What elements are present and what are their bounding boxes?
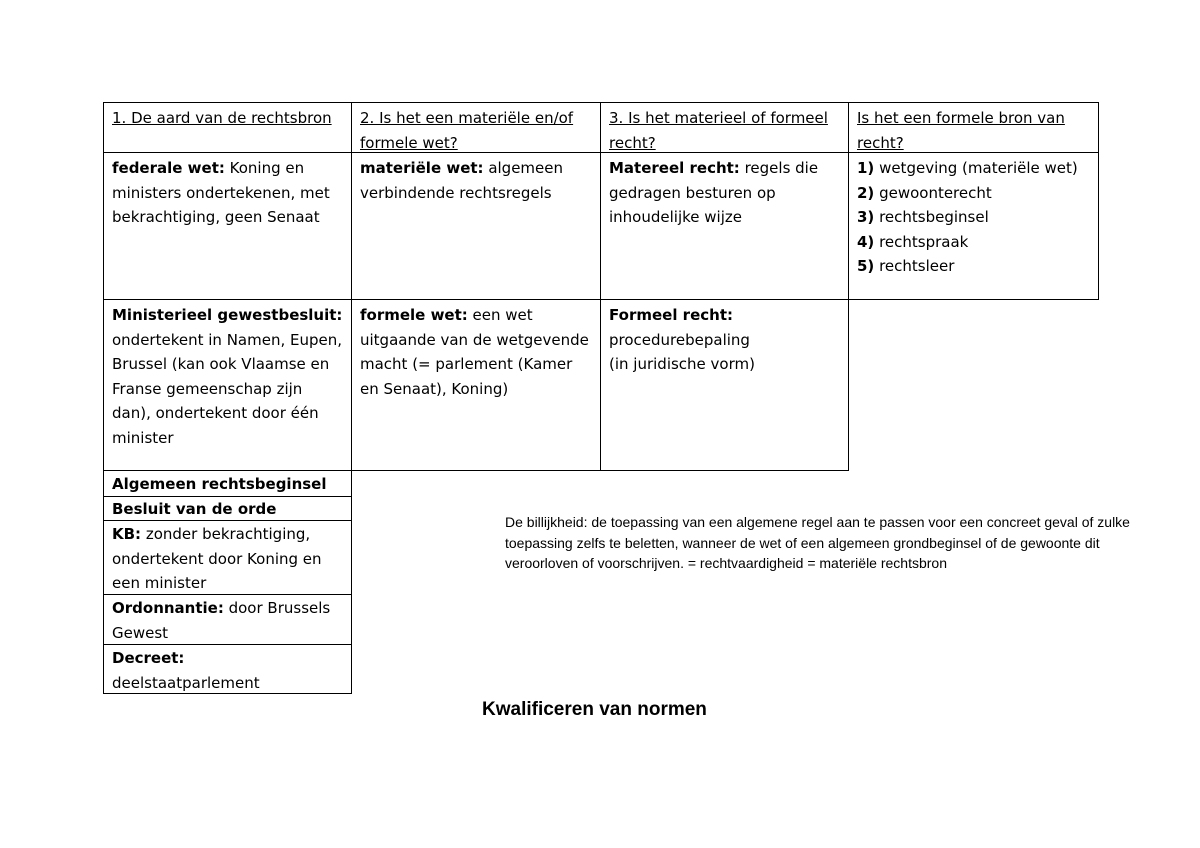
list-item: [857, 205, 1090, 230]
cell-formele-wet: [351, 299, 601, 471]
list-text: rechtsbeginsel: [874, 208, 989, 226]
list-item: [857, 254, 1090, 279]
term-algemeen-rechtsbeginsel: Algemeen rechtsbeginsel: [112, 475, 327, 493]
header-formele-bron: [848, 102, 1099, 153]
cell-ministerieel-gewestbesluit: [103, 299, 352, 471]
desc-kb: zonder bekrachtiging, ondertekent door Koning en een minister: [112, 525, 322, 592]
desc-matereel-recht: regels die gedragen besturen op inhoudelijke wijze: [609, 159, 819, 226]
desc-ministerieel-gewestbesluit: ondertekent in Namen, Eupen, Brussel (kan ook Vlaamse en Franse gemeenschap zijn dan), ondertekent door één minister: [112, 330, 342, 447]
header-aard-text: 1. De aard van de rechtsbron: [112, 109, 332, 127]
list-text: rechtspraak: [874, 232, 969, 251]
list-number: 4): [857, 232, 875, 251]
term-formele-wet: formele wet:: [360, 306, 468, 324]
billijkheid-note: De billijkheid: de toepassing van een algemene regel aan te passen voor een concreet geval of zulke toepassing zelfs te beletten, wanneer de wet of een algemeen grondbeginsel of de gewoonte dit veroorloven of voorschrijven. = rechtvaardigheid = materiële rechtsbron: [505, 514, 1130, 571]
list-text: rechtsleer: [874, 257, 955, 275]
list-item: [857, 156, 1090, 181]
term-decreet: Decreet:: [112, 649, 185, 667]
term-ordonnantie: Ordonnantie:: [112, 599, 224, 617]
header-recht-text: 3. Is het materieel of formeel recht?: [609, 109, 828, 152]
desc-formeel-recht: procedurebepaling (in juridische vorm): [609, 330, 755, 373]
header-aard: [103, 102, 352, 153]
term-ministerieel-gewestbesluit: Ministerieel gewestbesluit:: [112, 306, 343, 324]
header-materieel-formeel-recht: [600, 102, 849, 153]
list-number: 3): [857, 208, 875, 226]
desc-materiele-wet: algemeen verbindende rechtsregels: [360, 159, 563, 202]
term-formeel-recht: Formeel recht:: [609, 306, 733, 324]
desc-ordonnantie: door Brussels Gewest: [112, 599, 331, 642]
cell-decreet: [103, 644, 352, 694]
list-item: [857, 181, 1090, 206]
cell-algemeen-rechtsbeginsel: [103, 470, 352, 497]
page-title: Kwalificeren van normen: [482, 699, 707, 720]
cell-matereel-recht: [600, 152, 849, 300]
term-federale-wet: federale wet:: [112, 159, 225, 177]
cell-kb: [103, 520, 352, 595]
list-text: gewoonterecht: [874, 183, 992, 202]
list-number: 1): [857, 159, 875, 177]
cell-federale-wet: [103, 152, 352, 300]
header-wet-text: 2. Is het een materiële en/of formele wet?: [360, 109, 574, 152]
cell-formele-bronnen: [848, 152, 1099, 300]
term-kb: KB:: [112, 525, 142, 543]
list-item: [857, 230, 1090, 255]
cell-formeel-recht: [600, 299, 849, 471]
list-text: wetgeving (materiële wet): [874, 159, 1078, 177]
desc-federale-wet: Koning en ministers ondertekenen, met bekrachtiging, geen Senaat: [112, 159, 330, 226]
cell-materiele-wet: [351, 152, 601, 300]
desc-formele-wet: een wet uitgaande van de wetgevende macht (= parlement (Kamer en Senaat), Koning): [360, 306, 589, 398]
list-number: 5): [857, 257, 875, 275]
cell-besluit-van-de-orde: [103, 496, 352, 521]
term-materiele-wet: materiële wet:: [360, 159, 484, 177]
term-matereel-recht: Matereel recht:: [609, 159, 740, 177]
term-besluit-van-de-orde: Besluit van de orde: [112, 500, 277, 518]
list-number: 2): [857, 183, 875, 202]
header-materiele-formele-wet: [351, 102, 601, 153]
desc-decreet: deelstaatparlement: [112, 673, 260, 692]
cell-ordonnantie: [103, 594, 352, 645]
header-bron-text: Is het een formele bron van recht?: [857, 109, 1065, 152]
